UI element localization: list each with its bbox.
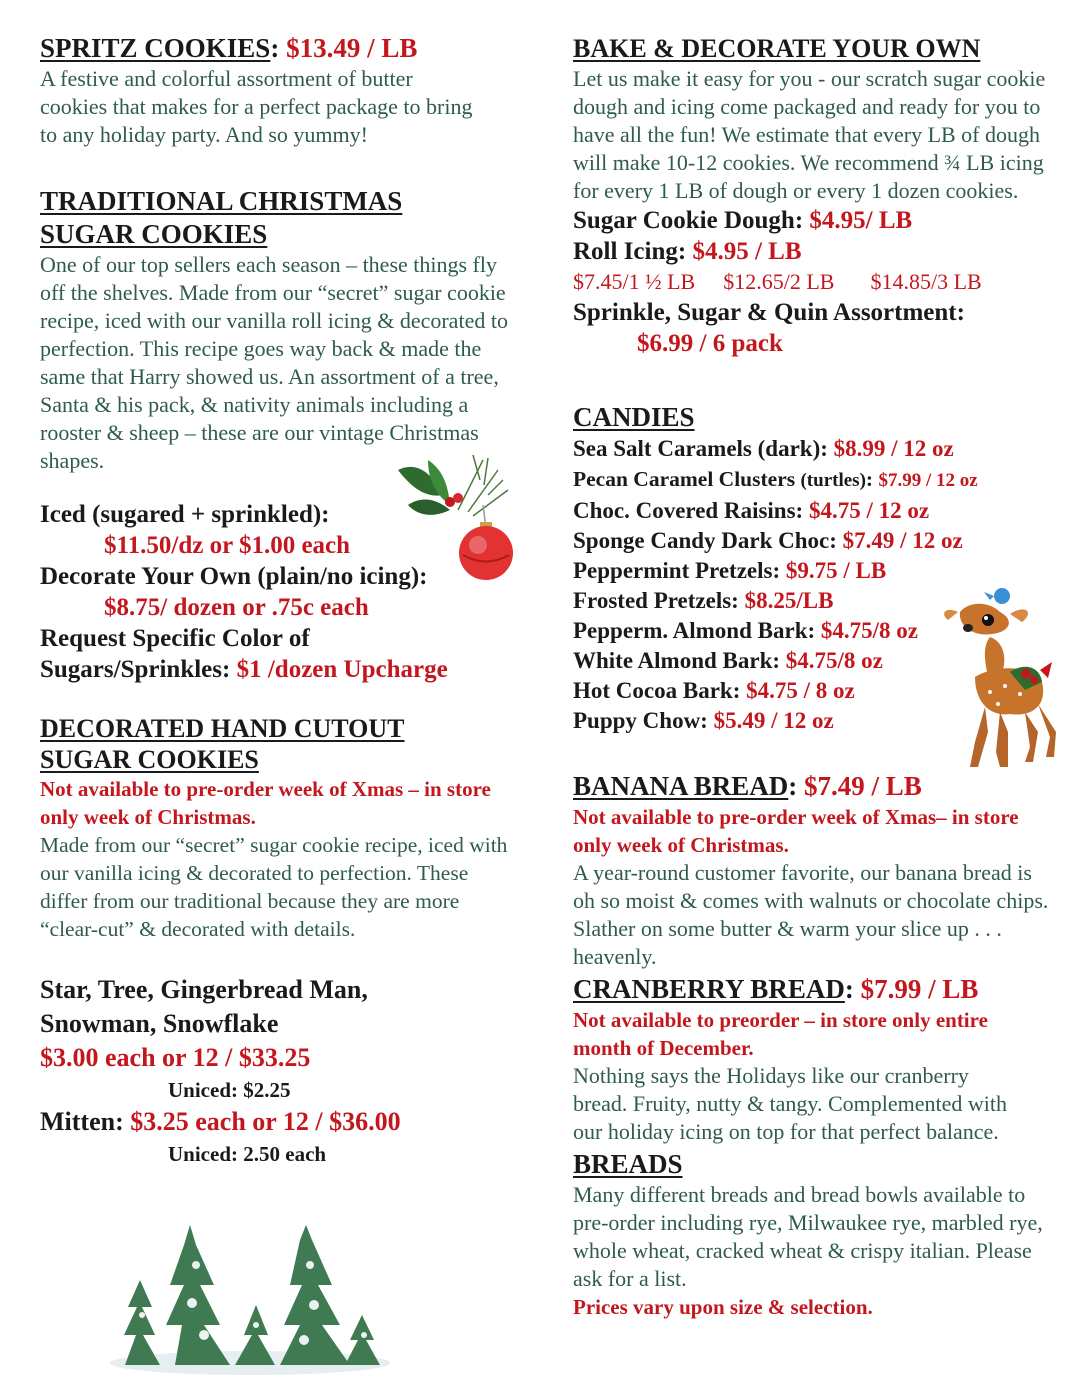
candy-price: $7.49 / 12 oz — [842, 528, 963, 553]
banana-title: BANANA BREAD — [573, 771, 789, 801]
request-line1: Request Specific Color of — [40, 625, 310, 652]
spritz-description: A festive and colorful assortment of butter cookies that makes for a perfect package to bring to any holiday party. And so yummy! — [40, 66, 473, 147]
request-label: Sugars/Sprinkles: — [40, 656, 237, 683]
uniced-price-1: Uniced: $2.25 — [168, 1078, 291, 1102]
banana-description: A year-round customer favorite, our banana bread is oh so moist & comes with walnuts or chocolate chips. Slather on some butter & warm your slice up . . . heavenly. — [573, 860, 1049, 969]
traditional-heading — [40, 185, 530, 218]
breads-heading — [573, 1148, 1063, 1181]
request-line2 — [40, 654, 530, 685]
banana-heading — [573, 770, 1063, 803]
cranberry-title: CRANBERRY BREAD — [573, 974, 845, 1004]
candy-price: $7.99 / 12 oz — [878, 470, 978, 491]
spritz-heading — [40, 32, 530, 65]
candy-item — [573, 496, 1063, 526]
candy-price: $4.75/8 oz — [820, 618, 918, 643]
banana-price: $7.49 / LB — [804, 771, 922, 801]
reindeer-icon — [930, 582, 1060, 772]
holly-ornament-icon — [388, 450, 523, 580]
request-price: $1 /dozen Upcharge — [236, 656, 448, 683]
banana-sep: : — [788, 771, 805, 801]
icing-tier-2: $12.65/2 LB — [723, 269, 835, 294]
breads-notice: Prices vary upon size & selection. — [573, 1295, 873, 1319]
traditional-title-line2: SUGAR COOKIES — [40, 219, 268, 249]
assortment-label: Sprinkle, Sugar & Quin Assortment: — [573, 299, 965, 326]
dough-label: Sugar Cookie Dough: — [573, 207, 810, 234]
mitten-line — [40, 1105, 530, 1139]
candy-price: $4.75 / 12 oz — [808, 498, 930, 523]
spritz-price: $13.49 / LB — [286, 33, 418, 63]
candy-tag: (turtles) — [800, 470, 866, 491]
decorated-heading — [40, 713, 530, 744]
diy-label: Decorate Your Own (plain/no icing): — [40, 563, 428, 590]
candies-title: CANDIES — [573, 402, 695, 432]
assortment-price: $6.99 / 6 pack — [637, 330, 783, 357]
cranberry-description: Nothing says the Holidays like our cranberry bread. Fruity, nutty & tangy. Complemented with our holiday icing on top for that perfect balance. — [573, 1063, 1008, 1144]
decorated-heading-2 — [40, 744, 530, 775]
mitten-label: Mitten: — [40, 1107, 131, 1136]
cranberry-sep: : — [844, 974, 861, 1004]
bake-title: BAKE & DECORATE YOUR OWN — [573, 34, 981, 63]
candy-name: Pepperm. Almond Bark: — [573, 618, 821, 643]
candy-name: Sea Salt Caramels (dark): — [573, 436, 834, 461]
candy-price: $4.75/8 oz — [785, 648, 883, 673]
candy-name: White Almond Bark: — [573, 648, 786, 673]
icing-tiers — [573, 267, 1063, 297]
shapes-line2: Snowman, Snowflake — [40, 1009, 279, 1038]
iced-label: Iced (sugared + sprinkled): — [40, 501, 330, 528]
candy-name: Sponge Candy Dark Choc: — [573, 528, 843, 553]
candy-name: Choc. Covered Raisins: — [573, 498, 809, 523]
left-column — [40, 32, 530, 1169]
candy-price: $4.75 / 8 oz — [746, 678, 855, 703]
icing-price: $4.95 / LB — [692, 238, 802, 265]
candy-sep: : — [865, 467, 879, 491]
candy-name: Frosted Pretzels: — [573, 588, 745, 613]
candy-name: Peppermint Pretzels: — [573, 558, 786, 583]
mitten-price: $3.25 each or 12 / $36.00 — [130, 1107, 401, 1136]
shapes-price: $3.00 each or 12 / $33.25 — [40, 1043, 311, 1072]
candy-price: $5.49 / 12 oz — [713, 708, 834, 733]
icing-tier-1: $7.45/1 ½ LB — [573, 269, 696, 294]
decorated-title-line1: DECORATED HAND CUTOUT — [40, 714, 405, 743]
cranberry-price: $7.99 / LB — [860, 974, 979, 1004]
shapes-line1: Star, Tree, Gingerbread Man, — [40, 975, 368, 1004]
icing-label: Roll Icing: — [573, 238, 693, 265]
traditional-description: One of our top sellers each season – these things fly off the shelves. Made from our “secret” sugar cookie recipe, iced with our vanilla roll icing & decorated to perfection. This recipe goes way back & made the same that Harry showed us. An assortment of a tree, Santa & his pack, & nativity animals including a rooster & sheep – these are our vintage Christmas shapes. — [40, 252, 508, 473]
banana-notice: Not available to pre-order week of Xmas– in store only week of Christmas. — [573, 805, 1019, 857]
spritz-sep: : — [270, 33, 287, 63]
candy-name: Pecan Caramel Clusters — [573, 467, 801, 491]
snowy-pine-trees-icon — [100, 1185, 390, 1375]
cranberry-heading — [573, 973, 1063, 1006]
candies-heading — [573, 401, 1063, 434]
breads-title: BREADS — [573, 1149, 683, 1179]
candy-price: $8.25/LB — [744, 588, 834, 613]
icing-tier-3: $14.85/3 LB — [870, 269, 982, 294]
candy-name: Puppy Chow: — [573, 708, 714, 733]
candy-item — [573, 434, 1063, 464]
uniced-price-2: Uniced: 2.50 each — [168, 1142, 327, 1166]
spritz-title: SPRITZ COOKIES — [40, 33, 271, 63]
candy-item — [573, 464, 1063, 496]
diy-price: $8.75/ dozen or .75c each — [104, 594, 369, 621]
decorated-notice: Not available to pre-order week of Xmas – in store only week of Christmas. — [40, 777, 491, 829]
candy-item — [573, 526, 1063, 556]
dough-price: $4.95/ LB — [809, 207, 913, 234]
dough-line — [573, 205, 1063, 236]
traditional-heading-2 — [40, 218, 530, 251]
bake-heading — [573, 32, 1063, 65]
bake-description: Let us make it easy for you - our scratch sugar cookie dough and icing come packaged and ready for you to have all the fun! We estimate that every LB of dough will make 10-12 cookies. We recommend ¾ LB icing for every 1 LB of dough or every 1 dozen cookies. — [573, 66, 1046, 203]
breads-description: Many different breads and bread bowls available to pre-order including rye, Milwaukee rye, marbled rye, whole wheat, cracked wheat & crispy italian. Please ask for a list. — [573, 1182, 1043, 1291]
decorated-description: Made from our “secret” sugar cookie recipe, iced with our vanilla icing & decorated to perfection. These differ from our traditional because they are more “clear-cut” & decorated with details. — [40, 833, 508, 941]
iced-price: $11.50/dz or $1.00 each — [104, 532, 351, 559]
traditional-title-line1: TRADITIONAL CHRISTMAS — [40, 186, 403, 216]
cranberry-notice: Not available to preorder – in store only entire month of December. — [573, 1008, 988, 1060]
candy-price: $9.75 / LB — [785, 558, 887, 583]
icing-line — [573, 236, 1063, 267]
decorated-title-line2: SUGAR COOKIES — [40, 745, 259, 774]
candy-price: $8.99 / 12 oz — [833, 436, 954, 461]
candy-name: Hot Cocoa Bark: — [573, 678, 747, 703]
